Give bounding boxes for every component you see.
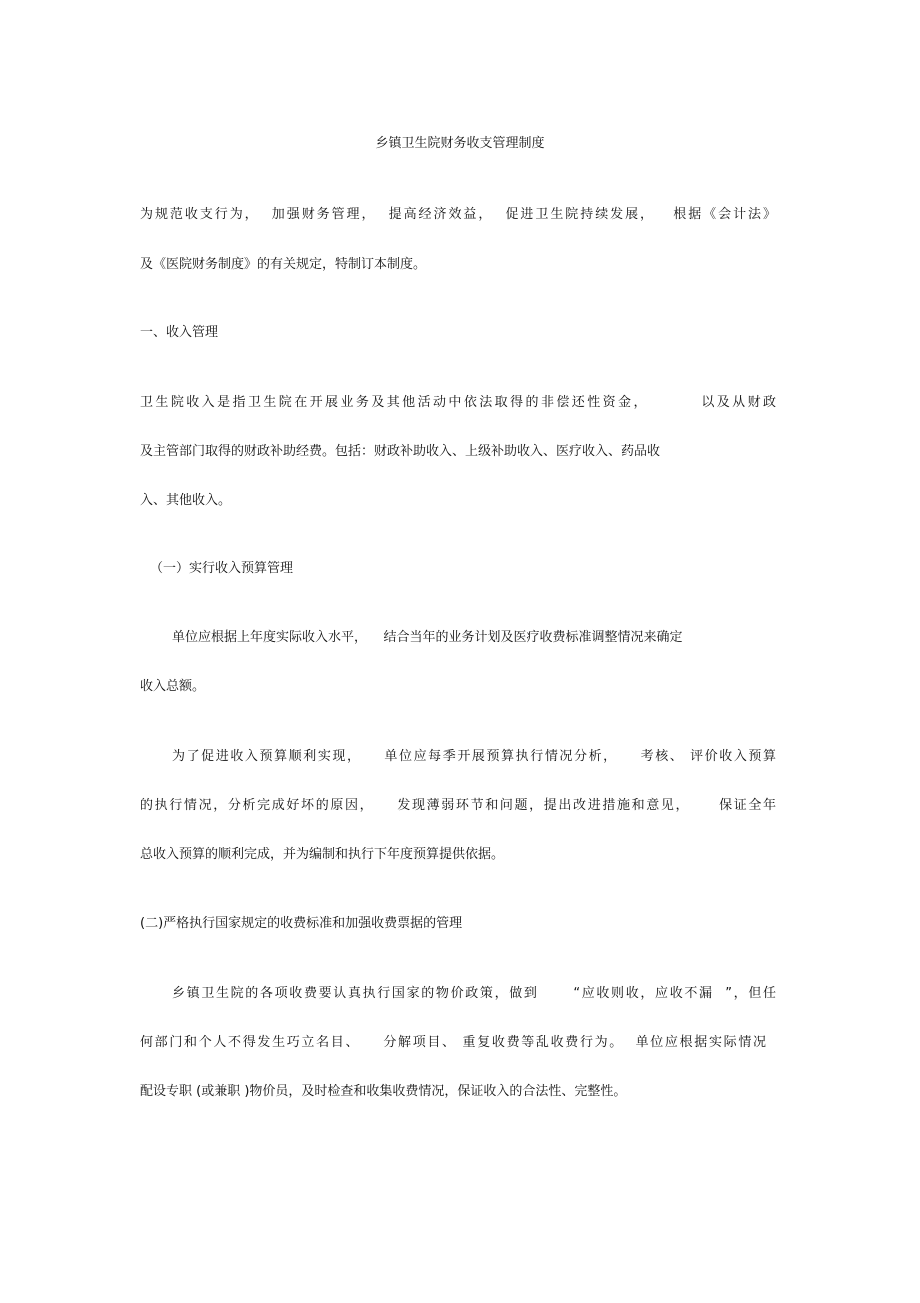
fees-para-line-3: 配设专职 (或兼职 )物价员，及时检查和收集收费情况，保证收入的合法性、完整性。 — [140, 1084, 627, 1099]
income-definition-line-3: 入、其他收入。 — [140, 493, 232, 508]
budget-para1-line-1: 单位应根据上年度实际收入水平， 结合当年的业务计划及医疗收费标准调整情况来确定 — [172, 630, 683, 645]
subsection-heading-fees: (二)严格执行国家规定的收费标准和加强收费票据的管理 — [140, 916, 463, 931]
budget-para1-line-2: 收入总额。 — [140, 679, 206, 694]
intro-line-2: 及《医院财务制度》的有关规定，特制订本制度。 — [140, 257, 427, 272]
budget-para2-line-1: 为了促进收入预算顺利实现， 单位应每季开展预算执行情况分析， 考核、 评价收入预算 — [172, 749, 776, 764]
budget-para2-line-2: 的执行情况，分析完成好坏的原因， 发现薄弱环节和问题，提出改进措施和意见， 保证全年 — [140, 798, 776, 813]
fees-para-line-1: 乡镇卫生院的各项收费要认真执行国家的物价政策，做到 “应收则收，应收不漏 ”，但任 — [172, 986, 776, 1001]
fees-para-line-2: 何部门和个人不得发生巧立名目、 分解项目、 重复收费等乱收费行为。 单位应根据实际情况 — [140, 1035, 766, 1050]
income-definition-line-1: 卫生院收入是指卫生院在开展业务及其他活动中依法取得的非偿还性资金， 以及从财政 — [140, 395, 776, 410]
section-heading-income-management: 一、收入管理 — [140, 325, 219, 340]
intro-line-1: 为规范收支行为， 加强财务管理， 提高经济效益， 促进卫生院持续发展， 根据《会计法》 — [140, 207, 776, 222]
income-definition-line-2: 及主管部门取得的财政补助经费。包括：财政补助收入、上级补助收入、医疗收入、药品收 — [140, 444, 661, 459]
subsection-heading-budget: （一）实行收入预算管理 — [150, 561, 294, 576]
budget-para2-line-3: 总收入预算的顺利完成，并为编制和执行下年度预算提供依据。 — [140, 847, 505, 862]
document-title: 乡镇卫生院财务收支管理制度 — [375, 136, 545, 151]
